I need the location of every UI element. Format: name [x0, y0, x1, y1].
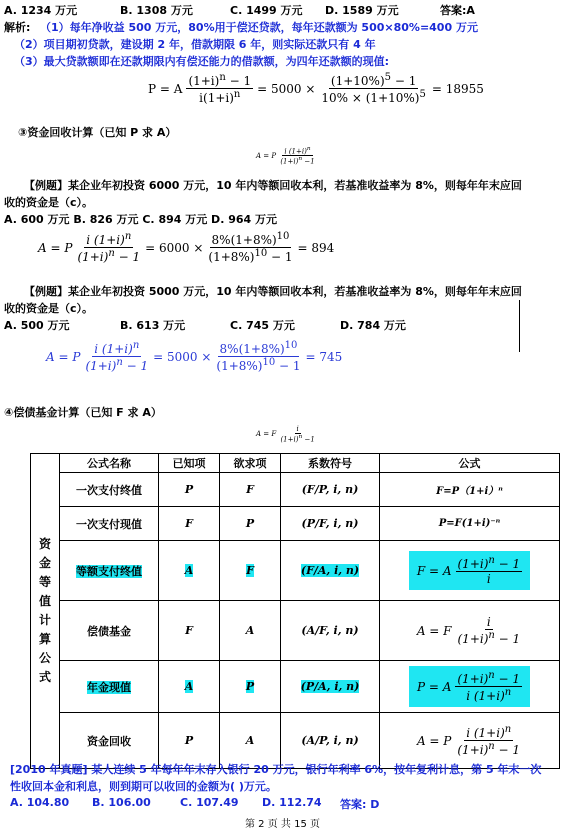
exam-option-d: D. 112.74 [262, 796, 322, 809]
header-formula: 公式 [380, 454, 560, 473]
page-footer: 第 2 页 共 15 页 [245, 819, 320, 830]
row-name: 年金现值 [60, 661, 159, 713]
row-want: A [220, 601, 281, 661]
pv-formula: P = A $\frac{(1+i)^n - 1}{i(1+i)^n}$ = 5000 × $\frac{(1+10\%)^5 - 1}{10\% \times (1+10\%)^5}$ = 18955 [148, 72, 484, 105]
example-1-text-1: 【例题】某企业年初投资 6000 万元，10 年内等额回收本利，若基准收益率为 8%，则每年年末应回 [24, 179, 522, 192]
example-2-text-2: 收的资金是（c）。 [4, 302, 94, 315]
exam-option-b: B. 106.00 [92, 796, 151, 809]
table-row [31, 601, 560, 661]
header-known: 已知项 [159, 454, 220, 473]
row-symbol: (F/P, i, n) [281, 473, 380, 507]
exam-answer: 答案: D [340, 798, 380, 811]
row-formula: P = A $\frac{(1+i)^n - 1}{i (1+i)^n}$ [380, 661, 560, 713]
row-symbol: (A/F, i, n) [281, 601, 380, 661]
answer: 答案:A [440, 4, 475, 17]
table-row [31, 473, 560, 507]
capital-recovery-formula-small: A = P $\frac{i (1+i)^n}{(1+i)^n -1}$ [256, 146, 315, 166]
sinking-fund-formula-small: A = F $\frac{i}{(1+i)^n -1}$ [256, 425, 315, 444]
example-2-option-a: A. 500 万元 [4, 319, 70, 332]
row-symbol: (P/F, i, n) [281, 507, 380, 541]
vertical-divider [519, 300, 520, 352]
option-d: D. 1589 万元 [325, 4, 399, 17]
row-name: 一次支付现值 [60, 507, 159, 541]
row-name: 资金回收 [60, 713, 159, 769]
row-formula: A = F $\frac{i}{(1+i)^n - 1}$ [380, 601, 560, 661]
row-want: P [220, 507, 281, 541]
analysis-line-2: （2）项目期初贷款，建设期 2 年，借款期限 6 年，则实际还款只有 4 年 [14, 38, 376, 51]
header-want: 欲求项 [220, 454, 281, 473]
example-1-equation: A = P $\frac{i (1+i)^n}{(1+i)^n - 1}$ = 6000 × $\frac{8\%(1+8\%)^{10}}{(1+8\%)^{10} - 1}$ = 894 [38, 231, 335, 264]
exam-option-c: C. 107.49 [180, 796, 239, 809]
row-known: P [159, 473, 220, 507]
option-b: B. 1308 万元 [120, 4, 193, 17]
row-formula: F=P（1+i）ⁿ [380, 473, 560, 507]
row-want: A [220, 713, 281, 769]
table-row [31, 541, 560, 601]
exam-line-1: [2010 年真题] 某人连续 5 年每年年末存入银行 20 万元，银行年利率 6%，按年复利计息，第 5 年末一次 [10, 763, 542, 776]
row-want: F [220, 473, 281, 507]
example-1-text-2: 收的资金是（c）。 [4, 196, 94, 209]
example-2-option-b: B. 613 万元 [120, 319, 186, 332]
row-known: A [159, 541, 220, 601]
example-2-equation: A = P $\frac{i (1+i)^n}{(1+i)^n - 1}$ = 5000 × $\frac{8\%(1+8\%)^{10}}{(1+8\%)^{10} - 1}$ = 745 [46, 340, 343, 373]
option-a: A. 1234 万元 [4, 4, 78, 17]
row-formula: A = P $\frac{i (1+i)^n}{(1+i)^n - 1}$ [380, 713, 560, 769]
analysis-line-1: （1）每年净收益 500 万元，80%用于偿还贷款，每年还款额为 500×80%=400 万元 [40, 21, 478, 34]
row-name: 一次支付终值 [60, 473, 159, 507]
example-2-option-c: C. 745 万元 [230, 319, 295, 332]
row-symbol: (P/A, i, n) [281, 661, 380, 713]
header-name: 公式名称 [60, 454, 159, 473]
row-known: P [159, 713, 220, 769]
row-want: F [220, 541, 281, 601]
section-4-title: ④偿债基金计算（已知 F 求 A） [4, 406, 162, 419]
analysis-label: 解析: [4, 21, 31, 34]
exam-line-2: 性收回本金和利息，则到期可以收回的金额为( )万元。 [10, 780, 277, 793]
header-symbol: 系数符号 [281, 454, 380, 473]
formula-table [30, 453, 560, 769]
example-2-option-d: D. 784 万元 [340, 319, 406, 332]
example-2-text-1: 【例题】某企业年初投资 5000 万元，10 年内等额回收本利，若基准收益率为 8%，则每年年末应回 [24, 285, 522, 298]
table-side-label: 资金等值计算公式 [31, 454, 60, 769]
exam-option-a: A. 104.80 [10, 796, 70, 809]
row-formula: F = A $\frac{(1+i)^n - 1}{i}$ [380, 541, 560, 601]
row-want: P [220, 661, 281, 713]
section-3-title: ③资金回收计算（已知 P 求 A） [18, 126, 177, 139]
row-symbol: (A/P, i, n) [281, 713, 380, 769]
row-formula: P=F(1+i)⁻ⁿ [380, 507, 560, 541]
example-1-options: A. 600 万元 B. 826 万元 C. 894 万元 D. 964 万元 [4, 213, 277, 226]
row-name: 偿债基金 [60, 601, 159, 661]
table-row [31, 507, 560, 541]
option-c: C. 1499 万元 [230, 4, 303, 17]
row-known: A [159, 661, 220, 713]
row-symbol: (F/A, i, n) [281, 541, 380, 601]
table-row [31, 661, 560, 713]
row-name: 等额支付终值 [60, 541, 159, 601]
analysis-line-3: （3）最大贷款额即在还款期限内有偿还能力的借款额，为四年还款额的现值: [14, 55, 390, 68]
row-known: F [159, 601, 220, 661]
row-known: F [159, 507, 220, 541]
